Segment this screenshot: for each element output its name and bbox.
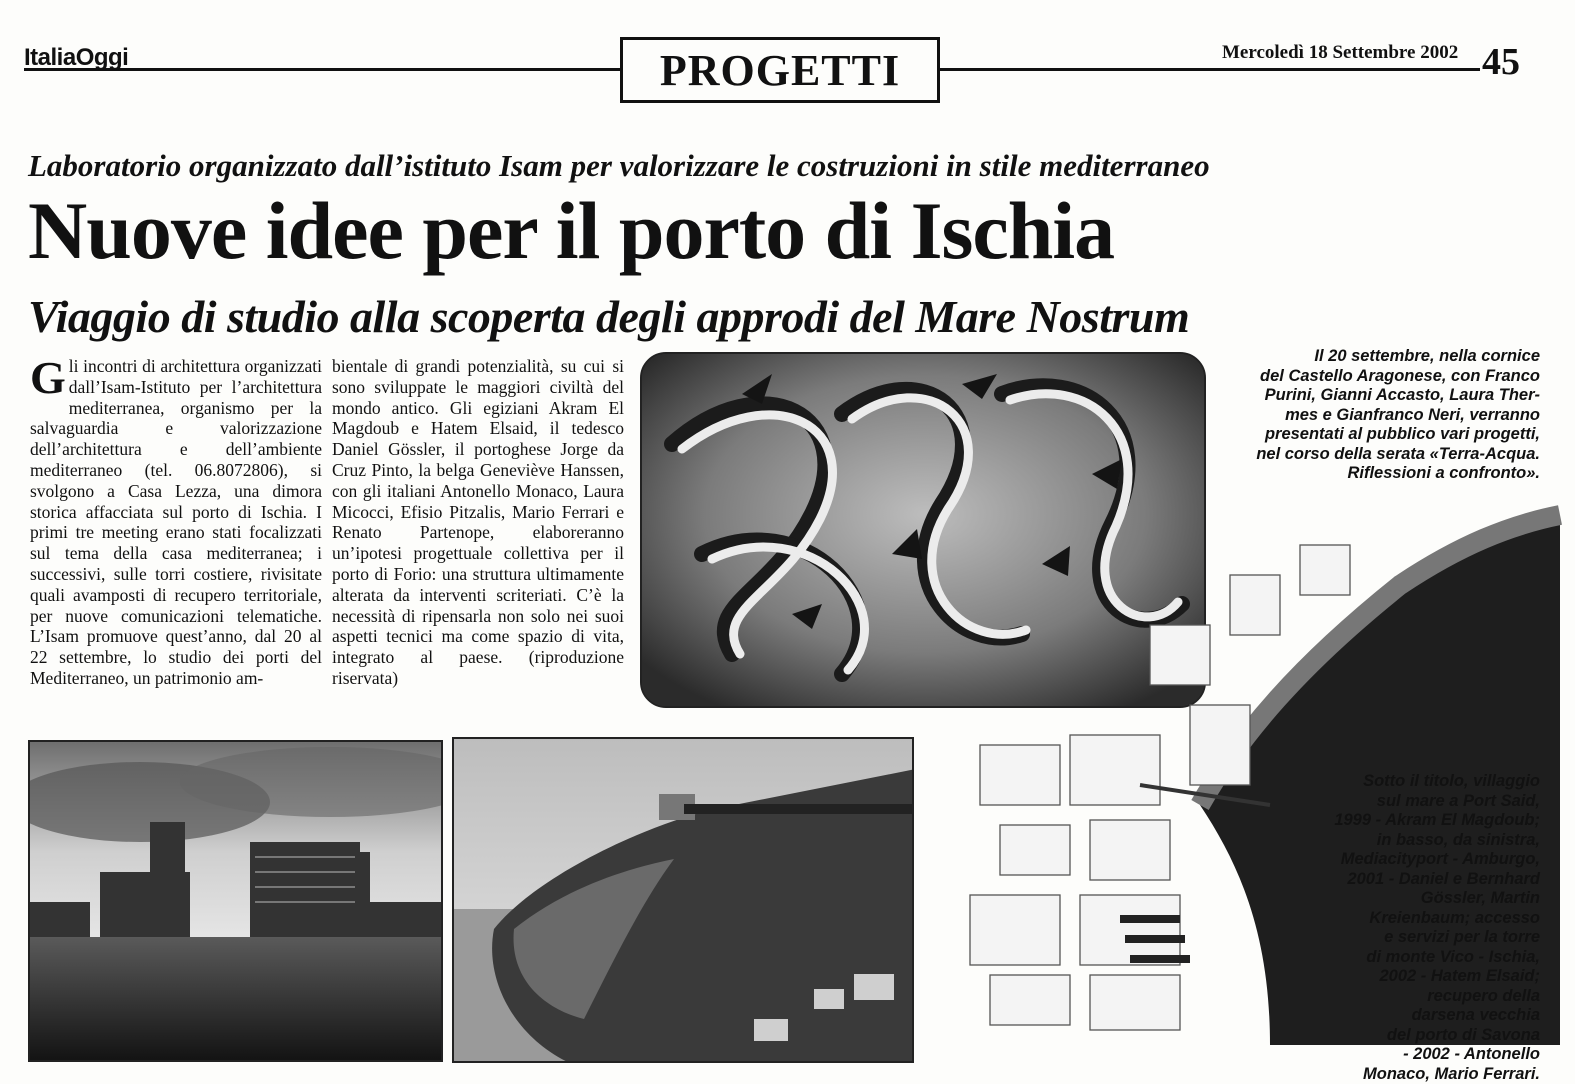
hamburg-skyline-illustration [30, 742, 443, 1062]
caption-bottom-line: 2001 - Daniel e Bernhard [1260, 870, 1540, 890]
article-subheadline: Viaggio di studio alla scoperta degli approdi del Mare Nostrum [28, 290, 1558, 343]
newspaper-masthead: ItaliaOggi [24, 44, 128, 72]
photo-monte-vico-ischia [452, 737, 914, 1063]
caption-bottom-line: - 2002 - Antonello [1260, 1045, 1540, 1065]
caption-bottom-line: 1999 - Akram El Magdoub; [1260, 811, 1540, 831]
caption-bottom-line: Kreienbaum; accesso [1260, 909, 1540, 929]
caption-top-line: mes e Gianfranco Neri, verranno [1180, 406, 1540, 426]
caption-bottom-line: Gössler, Martin [1260, 889, 1540, 909]
section-label: PROGETTI [620, 37, 940, 103]
caption-bottom-line: 2002 - Hatem Elsaid; [1260, 967, 1540, 987]
caption-bottom-line: sul mare a Port Said, [1260, 792, 1540, 812]
caption-bottom [1260, 772, 1540, 1084]
article-headline: Nuove idee per il porto di Ischia [28, 188, 1548, 274]
masthead-rule-right [940, 68, 1480, 71]
column-2-text: bientale di grandi potenzialità, su cui si sono sviluppate le maggiori civiltà del mondo antico. Gli egiziani Akram El Magdoub e Hatem Elsaid, il tedesco Daniel Gössler, il portoghese Jorge da Cruz Pinto, la belga Geneviève Hanssen, con gli italiani Antonello Monaco, Laura Micocci, Efisio Pitzalis, Mario Ferrari e Renato Partenope, elaboreranno un’ipotesi progettuale collettiva per il porto di Forio: una struttura ultimamente alterata da interventi scriteriati. C’è la necessità di ripensarla non solo nei suoi aspetti tecnici ma come spazio di vita, integrato al paese. (riproduzione riservata) [332, 356, 624, 689]
article-column-1 [30, 356, 322, 689]
caption-bottom-line: Mediacityport - Amburgo, [1260, 850, 1540, 870]
caption-top-line: presentati al pubblico vari progetti, [1180, 425, 1540, 445]
caption-bottom-line: Monaco, Mario Ferrari. [1260, 1065, 1540, 1084]
photo-mediacityport-hamburg [28, 740, 443, 1062]
caption-top-line: nel corso della serata «Terra-Acqua. [1180, 445, 1540, 465]
caption-bottom-line: e servizi per la torre [1260, 928, 1540, 948]
caption-bottom-line: Sotto il titolo, villaggio [1260, 772, 1540, 792]
caption-top-line: Il 20 settembre, nella cornice [1180, 347, 1540, 367]
caption-bottom-line: di monte Vico - Ischia, [1260, 948, 1540, 968]
caption-top-line: Purini, Gianni Accasto, Laura Ther- [1180, 386, 1540, 406]
caption-bottom-line: darsena vecchia [1260, 1006, 1540, 1026]
caption-top [1180, 347, 1540, 484]
caption-top-line: Riflessioni a confronto». [1180, 464, 1540, 484]
caption-top-line: del Castello Aragonese, con Franco [1180, 367, 1540, 387]
caption-bottom-line: recupero della [1260, 987, 1540, 1007]
column-1-text: li incontri di architettura organizzati dall’Isam-Istituto per l’architettura mediterranea, organismo per la salvaguardia e valorizzazione dell’architettura e dell’ambiente mediterraneo (tel. 06.8072806), si svolgono a Casa Lezza, una dimora storica affacciata sul porto di Ischia. I primi tre meeting erano stati focalizzati sul tema della casa mediterranea; i successivi, sulle torri costiere, rivisitate quali avamposti di recupero territoriale, per nuove comunicazioni telematiche. L’Isam promuove quest’anno, dal 20 al 22 settembre, lo studio dei porti del Mediterraneo, un patrimonio am- [30, 356, 322, 689]
dropcap: G [30, 358, 66, 398]
ischia-cliff-illustration [454, 739, 914, 1063]
article-kicker: Laboratorio organizzato dall’istituto Isam per valorizzare le costruzioni in stile mediterraneo [28, 148, 1548, 184]
caption-bottom-line: del porto di Savona [1260, 1026, 1540, 1046]
page-number: 45 [1482, 40, 1520, 84]
issue-date: Mercoledì 18 Settembre 2002 [1222, 42, 1458, 64]
article-column-2 [332, 356, 624, 689]
caption-bottom-line: in basso, da sinistra, [1260, 831, 1540, 851]
